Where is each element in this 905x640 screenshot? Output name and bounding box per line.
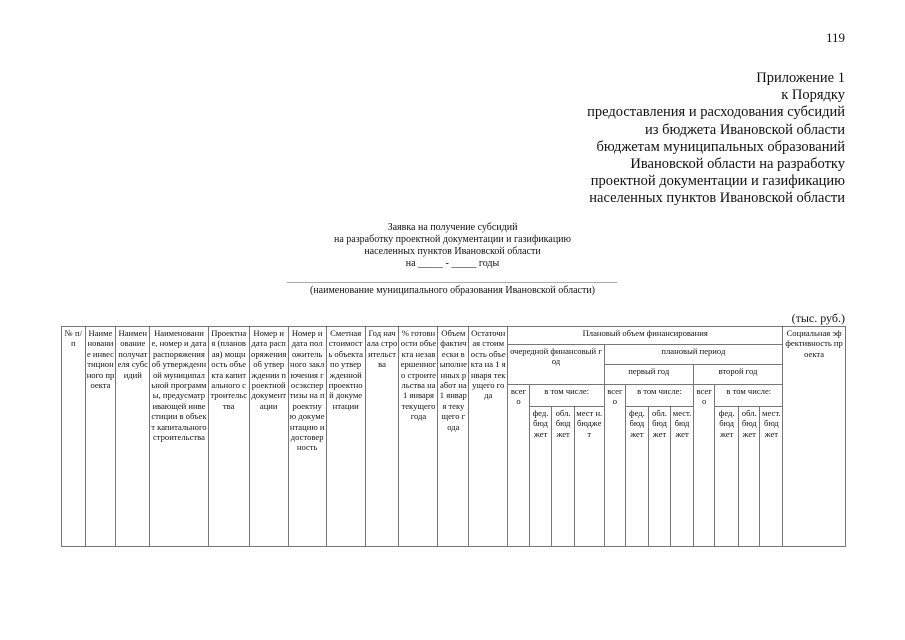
appendix-line: из бюджета Ивановской области — [645, 121, 845, 138]
header-total: всего — [508, 385, 530, 547]
appendix-line: проектной документации и газификацию — [590, 173, 845, 190]
header-fed-budget: фед. бюджет — [626, 407, 649, 547]
request-title — [0, 222, 905, 270]
municipality-underline — [287, 282, 617, 283]
header-no: № п/п — [62, 327, 86, 547]
header-obl-budget: обл. бюджет — [738, 407, 760, 547]
appendix-line: Приложение 1 — [756, 70, 845, 86]
header-remaining: Остаточная стоимость объекта на 1 января текущего года — [469, 327, 508, 547]
request-line: населенных пунктов Ивановской области — [364, 246, 541, 257]
appendix-line: Ивановской области на разработку — [630, 156, 845, 173]
units-label: (тыс. руб.) — [791, 311, 845, 325]
header-next-year: очередной финансовый год — [508, 345, 604, 385]
header-readiness: % готовности объекта незавершенного строительства на 1 января текущего года — [399, 327, 438, 547]
appendix-header — [587, 70, 845, 208]
header-cost: Сметная стоимость объекта по утвержденной проектной документации — [326, 327, 365, 547]
request-line: Заявка на получение субсидий — [387, 222, 518, 233]
header-local-budget: мест н. бюджет — [574, 407, 604, 547]
header-total: всего — [693, 385, 715, 547]
appendix-line: населенных пунктов Ивановской области — [589, 190, 845, 207]
header-program: Наименование, номер и дата распоряжения об утвержденной муниципальной программы, предусматривающей инвестиции в объект капитального строительства — [150, 327, 208, 547]
header-plan-period: плановый период — [604, 345, 783, 365]
header-volume: Объем фактически выполненных работ на 1 января текущего года — [438, 327, 469, 547]
header-local-budget: мест. бюджет — [671, 407, 694, 547]
header-local-budget: мест. бюджет — [760, 407, 783, 547]
header-including: в том числе: — [529, 385, 604, 407]
header-total: всего — [604, 385, 626, 547]
appendix-line: бюджетам муниципальных образований — [596, 138, 845, 155]
header-social-efficiency: Социальная эффективность проекта — [783, 327, 846, 547]
subsidy-request-table — [61, 326, 846, 547]
header-capacity: Проектная (плановая) мощность объекта капитального строительства — [208, 327, 249, 547]
header-obl-budget: обл. бюджет — [552, 407, 575, 547]
header-investment-project: Наименование инвестиционного проекта — [85, 327, 116, 547]
header-expertise: Номер и дата положительного заключения госэкспертизы на проектную документацию и достоверность — [288, 327, 326, 547]
header-start-year: Год начала строительства — [365, 327, 399, 547]
appendix-line: предоставления и расходования субсидий — [587, 104, 845, 121]
municipality-caption: (наименование муниципального образования Ивановской области) — [309, 285, 596, 296]
header-fed-budget: фед. бюджет — [715, 407, 739, 547]
appendix-line: к Порядку — [781, 87, 845, 104]
request-line: на _____ - _____ годы — [405, 258, 500, 269]
header-fed-budget: фед. бюджет — [529, 407, 552, 547]
header-first-year: первый год — [604, 365, 693, 385]
header-recipient: Наименование получателя субсидий — [116, 327, 150, 547]
request-line: на разработку проектной документации и газификацию — [334, 234, 571, 245]
header-approval: Номер и дата распоряжения об утверждении проектной документации — [249, 327, 288, 547]
page-number: 119 — [825, 30, 845, 45]
header-planned-financing: Плановый объем финансирования — [508, 327, 783, 345]
header-obl-budget: обл. бюджет — [648, 407, 671, 547]
header-including: в том числе: — [626, 385, 694, 407]
header-including: в том числе: — [715, 385, 783, 407]
header-second-year: второй год — [693, 365, 782, 385]
